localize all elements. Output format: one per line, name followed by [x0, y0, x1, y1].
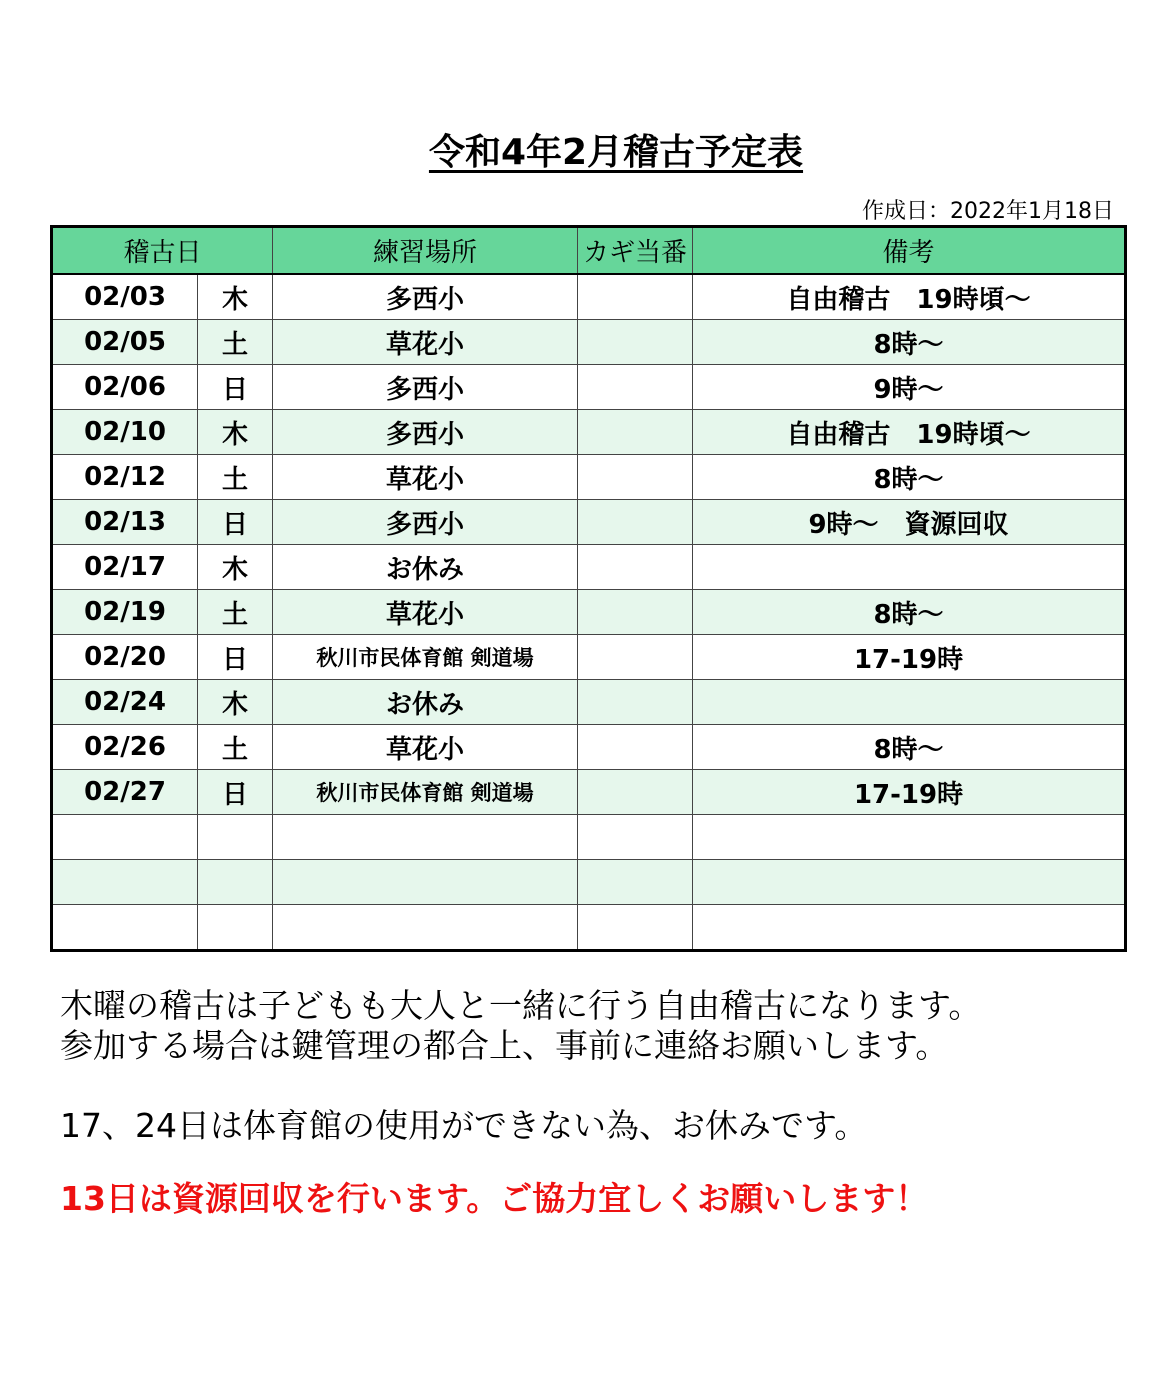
cell-note	[693, 860, 1126, 905]
cell-date: 02/26	[52, 725, 198, 770]
note-line-1: 木曜の稽古は子どもも大人と一緒に行う自由稽古になります。	[60, 986, 982, 1025]
notes-section	[60, 986, 981, 1219]
cell-date: 02/06	[52, 365, 198, 410]
cell-day: 木	[198, 274, 273, 320]
cell-day: 木	[198, 410, 273, 455]
cell-date: 02/17	[52, 545, 198, 590]
table-row	[52, 680, 1126, 725]
cell-day	[198, 815, 273, 860]
cell-key	[578, 545, 693, 590]
cell-key	[578, 635, 693, 680]
cell-key	[578, 365, 693, 410]
note-line-2: 参加する場合は鍵管理の都合上、事前に連絡お願いします。	[60, 1026, 949, 1065]
cell-key	[578, 500, 693, 545]
cell-place	[273, 905, 578, 951]
table-row	[52, 635, 1126, 680]
table-row	[52, 545, 1126, 590]
table-header-row	[52, 227, 1126, 275]
table-row	[52, 590, 1126, 635]
header-place: 練習場所	[273, 227, 578, 275]
cell-key	[578, 274, 693, 320]
cell-place	[273, 815, 578, 860]
cell-day: 日	[198, 365, 273, 410]
cell-date	[52, 905, 198, 951]
cell-key	[578, 590, 693, 635]
cell-place	[273, 860, 578, 905]
cell-place: 草花小	[273, 320, 578, 365]
cell-place: 草花小	[273, 725, 578, 770]
cell-place: 多西小	[273, 274, 578, 320]
note-line-4: 13日は資源回収を行います。ご協力宜しくお願いします！	[60, 1179, 929, 1218]
cell-place: 多西小	[273, 410, 578, 455]
cell-date: 02/05	[52, 320, 198, 365]
cell-date: 02/24	[52, 680, 198, 725]
cell-note: 17-19時	[693, 635, 1126, 680]
cell-date: 02/19	[52, 590, 198, 635]
table-row	[52, 500, 1126, 545]
table-row	[52, 770, 1126, 815]
cell-note: 8時～	[693, 590, 1126, 635]
table-row	[52, 905, 1126, 951]
page-title: 令和4年2月稽古予定表	[428, 132, 804, 173]
cell-day: 土	[198, 590, 273, 635]
cell-date: 02/27	[52, 770, 198, 815]
cell-place: 秋川市民体育館 剣道場	[273, 635, 578, 680]
cell-place: 草花小	[273, 455, 578, 500]
cell-place: 多西小	[273, 365, 578, 410]
header-key: カギ当番	[578, 227, 693, 275]
table-row	[52, 815, 1126, 860]
cell-note: 8時～	[693, 725, 1126, 770]
cell-day: 日	[198, 635, 273, 680]
cell-day	[198, 860, 273, 905]
cell-key	[578, 770, 693, 815]
cell-day: 木	[198, 545, 273, 590]
cell-key	[578, 860, 693, 905]
table-row	[52, 365, 1126, 410]
table-row	[52, 455, 1126, 500]
cell-day: 日	[198, 500, 273, 545]
table-row	[52, 860, 1126, 905]
cell-date: 02/20	[52, 635, 198, 680]
schedule-table	[50, 225, 1127, 952]
cell-date: 02/12	[52, 455, 198, 500]
cell-key	[578, 410, 693, 455]
cell-day: 土	[198, 455, 273, 500]
cell-note: 8時～	[693, 320, 1126, 365]
table-row	[52, 274, 1126, 320]
cell-date: 02/10	[52, 410, 198, 455]
cell-key	[578, 320, 693, 365]
table-row	[52, 725, 1126, 770]
cell-note	[693, 905, 1126, 951]
cell-place: 多西小	[273, 500, 578, 545]
cell-place: お休み	[273, 545, 578, 590]
cell-date: 02/13	[52, 500, 198, 545]
cell-note	[693, 815, 1126, 860]
cell-note: 17-19時	[693, 770, 1126, 815]
cell-note: 自由稽古 19時頃～	[693, 274, 1126, 320]
cell-key	[578, 455, 693, 500]
cell-place: 秋川市民体育館 剣道場	[273, 770, 578, 815]
header-date: 稽古日	[52, 227, 273, 275]
cell-place: お休み	[273, 680, 578, 725]
table-row	[52, 410, 1126, 455]
cell-note: 自由稽古 19時頃～	[693, 410, 1126, 455]
cell-key	[578, 725, 693, 770]
cell-day: 日	[198, 770, 273, 815]
cell-key	[578, 905, 693, 951]
cell-note	[693, 545, 1126, 590]
cell-key	[578, 815, 693, 860]
cell-date	[52, 815, 198, 860]
cell-date: 02/03	[52, 274, 198, 320]
cell-note: 9時～ 資源回収	[693, 500, 1126, 545]
header-note: 備考	[693, 227, 1126, 275]
created-date: 作成日：2022年1月18日	[862, 199, 1114, 224]
cell-key	[578, 680, 693, 725]
cell-place: 草花小	[273, 590, 578, 635]
note-line-3: 17、24日は体育館の使用ができない為、お休みです。	[60, 1106, 868, 1145]
cell-day: 土	[198, 320, 273, 365]
cell-day: 土	[198, 725, 273, 770]
cell-note	[693, 680, 1126, 725]
cell-note: 9時～	[693, 365, 1126, 410]
cell-date	[52, 860, 198, 905]
cell-day: 木	[198, 680, 273, 725]
table-row	[52, 320, 1126, 365]
cell-day	[198, 905, 273, 951]
cell-note: 8時～	[693, 455, 1126, 500]
